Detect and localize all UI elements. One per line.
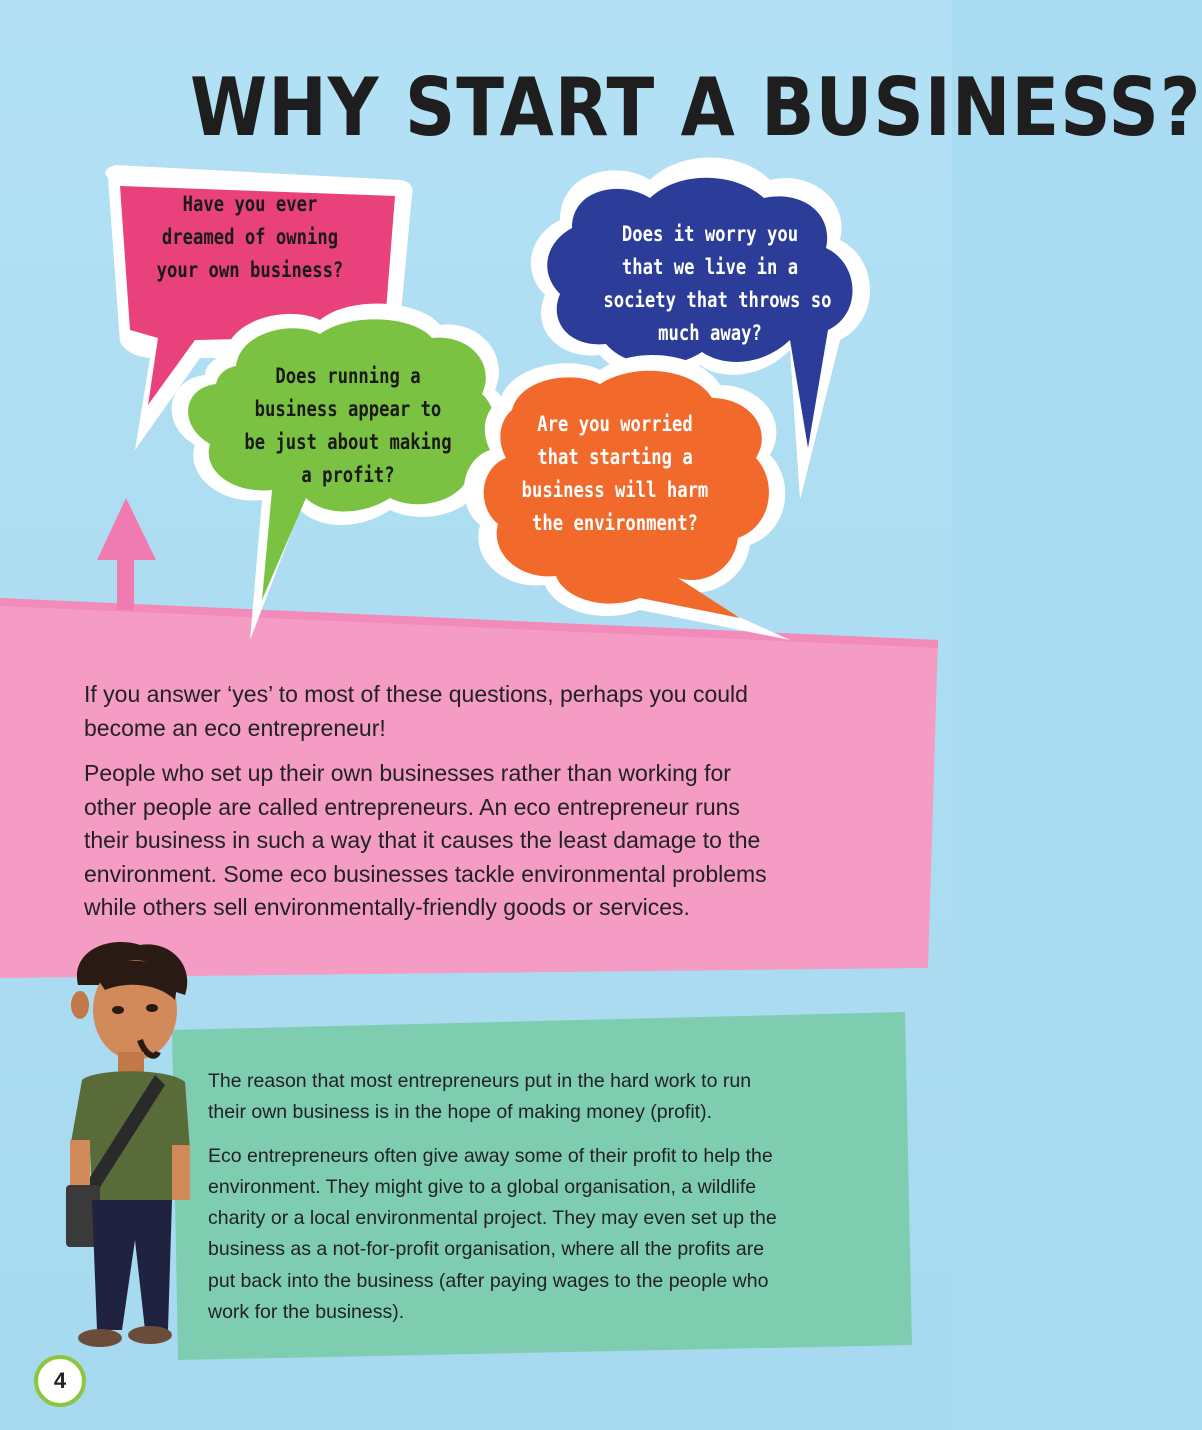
paragraph: [84, 678, 844, 745]
page-title: WHY START A BUSINESS?: [190, 60, 1202, 155]
bubble-line: your own business?: [156, 258, 344, 282]
bubble-line: that starting a: [537, 445, 693, 469]
bubble-text-orange: [521, 408, 710, 540]
text-line: other people are called entrepreneurs. An eco entrepreneur runs: [84, 793, 740, 820]
bubble-line: Does running a: [275, 364, 421, 388]
text-line: If you answer ‘yes’ to most of these questions, perhaps you could: [84, 681, 748, 707]
bubble-line: a profit?: [301, 463, 395, 487]
paragraph: [208, 1066, 868, 1129]
text-line: Eco entrepreneurs often give away some of their profit to help the: [208, 1144, 773, 1167]
bubble-line: that we live in a: [621, 255, 799, 279]
bubble-line: Are you worried: [537, 412, 693, 436]
text-line: The reason that most entrepreneurs put in the hard work to run: [208, 1070, 752, 1092]
bubble-line: much away?: [658, 321, 762, 345]
bubble-line: Have you ever: [182, 192, 318, 216]
entrepreneur-character: [66, 942, 190, 1347]
text-line: business as a not-for-profit organisation, where all the profits are: [208, 1238, 765, 1261]
bubble-line: business appear to: [254, 397, 442, 421]
bubble-line: society that throws so: [603, 288, 832, 312]
text-line: while others sell environmentally-friendly goods or services.: [84, 894, 690, 920]
text-line: environment. They might give to a global organisation, a wildlife: [208, 1175, 757, 1198]
page-number: 4: [34, 1355, 86, 1407]
bubble-line: be just about making: [244, 430, 452, 454]
paragraph: [84, 757, 844, 925]
bubble-line: dreamed of owning: [161, 225, 339, 249]
teal-panel-text: [208, 1066, 868, 1328]
bubble-text-pink: [152, 188, 349, 287]
text-line: become an eco entrepreneur!: [84, 714, 386, 741]
text-line: work for the business).: [208, 1301, 405, 1324]
bubble-text-blue: [603, 218, 832, 350]
paragraph: [208, 1141, 868, 1329]
bubble-line: Does it worry you: [621, 222, 799, 246]
text-line: charity or a local environmental project. They may even set up the: [208, 1207, 777, 1230]
bubble-text-green: [241, 360, 454, 492]
pink-panel-text: [84, 678, 844, 925]
bubble-line: business will harm: [521, 478, 709, 502]
bubble-line: the environment?: [532, 511, 698, 535]
text-line: their business in such a way that it causes the least damage to the: [84, 827, 761, 853]
text-line: their own business is in the hope of making money (profit).: [208, 1101, 713, 1124]
text-line: put back into the business (after paying wages to the people who: [208, 1269, 769, 1292]
text-line: People who set up their own businesses rather than working for: [84, 760, 731, 786]
pink-arrow: [97, 498, 156, 610]
text-line: environment. Some eco businesses tackle environmental problems: [84, 860, 767, 887]
